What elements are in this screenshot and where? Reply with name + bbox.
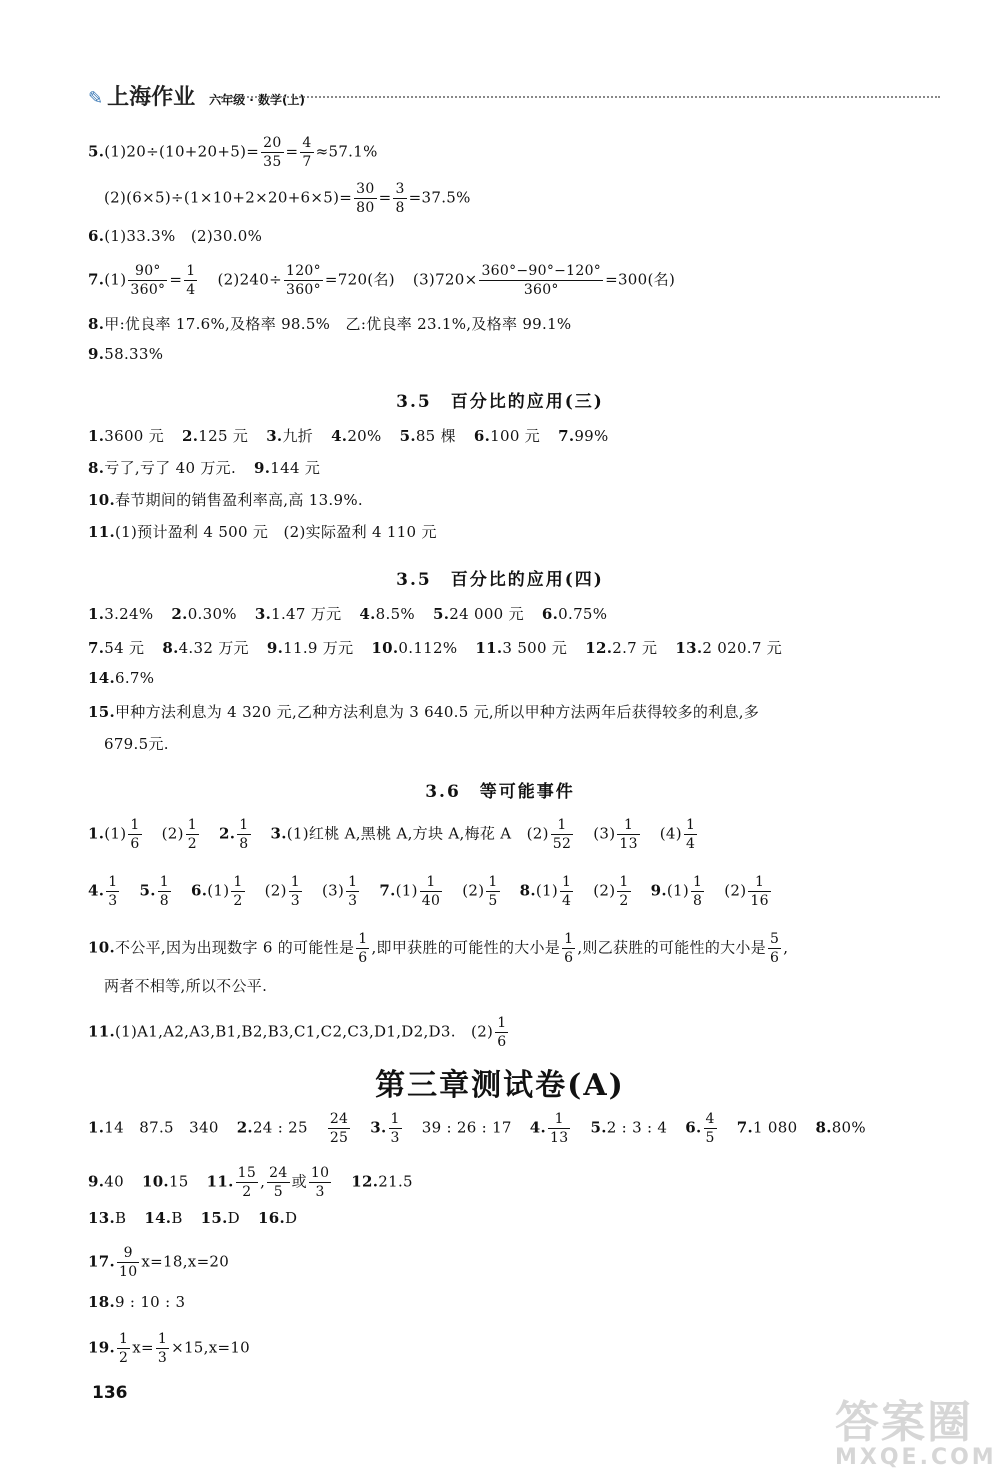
book-subtitle: 六年级 · 数学(上) [209,93,305,107]
page-number: 136 [92,1383,128,1403]
section-title-3-6: 3.6 等可能事件 [425,782,575,802]
answer-9: 9.58.33% [88,345,164,363]
test-line-2: 9.40 10.15 11. $\frac{15}{2}$ , $\frac{24}{5}$ 或 $\frac{10}{3}$ 12.21.5 [88,1165,413,1200]
book-brand: 上海作业 [107,85,196,110]
s1-line-4: 11.(1)预计盈利 4 500 元 (2)实际盈利 4 110 元 [88,523,437,541]
s1-line-3: 10.春节期间的销售盈利率高,高 13.9%. [88,491,363,509]
s2-line-1: 1.3.24% 2.0.30% 3.1.47 万元 4.8.5% 5.24 000 元 6.0.75% [88,605,608,623]
s3-line-2: 4. $\frac{1}{3}$ 5. $\frac{1}{8}$ 6.(1) $\frac{1}{2}$ (2) $\frac{1}{3}$ (3) $\frac{1}{3}$ 7.(1) $\frac{1}{40}$ (2) $\frac{1}{5}$ 8.(1) $\frac{1}{4}$ (2) $\frac{1}{2}$ 9.(1) $\frac{1}{8}$ (2) $\frac{1}{16}$ [88,874,769,909]
s1-line-1: 1.3600 元 2.125 元 3.九折 4.20% 5.85 棵 6.100 元 7.99% [88,427,609,445]
header-divider [220,96,940,98]
test-line-6: 19. $\frac{1}{2}$ x= $\frac{1}{3}$ ×15,x=10 [88,1331,251,1366]
watermark-top: 答案圈 [835,1397,973,1448]
answer-5-part1: 5.(1)20÷(10+20+5)= $\frac{20}{35}$ = $\frac{4}{7}$ ≈57.1% [88,135,378,170]
s3-line-3: 10.不公平,因为出现数字 6 的可能性是 $\frac{1}{6}$ ,即甲获胜的可能性的大小是 $\frac{1}{6}$ ,则乙获胜的可能性的大小是 $\frac{5}{6}$ , [88,931,789,966]
answer-7: 7.(1) $\frac{90^\circ}{360^\circ}$ = $\frac{1}{4}$ (2)240÷ $\frac{120^\circ}{360^\circ}$ =720(名) (3)720× $\frac{360^\circ-90^\circ-120^\circ}{360^\circ}$ =300(名) [88,263,676,298]
book-logo-icon: ✎ [88,88,104,109]
s2-line-2: 7.54 元 8.4.32 万元 9.11.9 万元 10.0.112% 11.3 500 元 12.2.7 元 13.2 020.7 元 [88,639,783,657]
test-line-3: 13.B 14.B 15.D 16.D [88,1209,298,1227]
s1-line-2: 8.亏了,亏了 40 万元. 9.144 元 [88,459,321,477]
s2-line-4: 15.甲种方法利息为 4 320 元,乙种方法利息为 3 640.5 元,所以甲种方法两年后获得较多的利息,多 [88,703,760,721]
s3-line-4: 11.(1)A1,A2,A3,B1,B2,B3,C1,C2,C3,D1,D2,D3. (2) $\frac{1}{6}$ [88,1015,507,1050]
chapter-test-title: 第三章测试卷(A) [375,1068,625,1103]
section-title-3-5-part3: 3.5 百分比的应用(三) [396,392,604,412]
answer-8: 8.甲:优良率 17.6%,及格率 98.5% 乙:优良率 23.1%,及格率 99.1% [88,315,572,333]
section-title-3-5-part4: 3.5 百分比的应用(四) [396,570,604,590]
answer-6: 6.(1)33.3% (2)30.0% [88,227,263,245]
test-line-1: 1.14 87.5 340 2.24 : 25 $\frac{24}{25}$ 3. $\frac{1}{3}$ 39 : 26 : 17 4. $\frac{1}{13}$ 5.2 : 3 : 4 6. $\frac{4}{5}$ 7.1 080 8.80% [88,1111,866,1146]
watermark [835,1397,997,1470]
watermark-bottom: MXQE.COM [835,1445,997,1470]
test-line-5: 18.9 : 10 : 3 [88,1293,186,1311]
s2-line-4-cont: 679.5元. [104,735,169,753]
s3-line-3-cont: 两者不相等,所以不公平. [104,977,268,995]
answer-5-part2: (2)(6×5)÷(1×10+2×20+6×5)= $\frac{30}{80}$ = $\frac{3}{8}$ =37.5% [104,181,471,216]
s3-line-1: 1.(1) $\frac{1}{6}$ (2) $\frac{1}{2}$ 2. $\frac{1}{8}$ 3.(1)红桃 A,黑桃 A,方块 A,梅花 A (2) $\frac{1}{52}$ (3) $\frac{1}{13}$ (4) $\frac{1}{4}$ [88,817,696,852]
test-line-4: 17. $\frac{9}{10}$ x=18,x=20 [88,1245,230,1280]
s2-line-3: 14.6.7% [88,669,155,687]
